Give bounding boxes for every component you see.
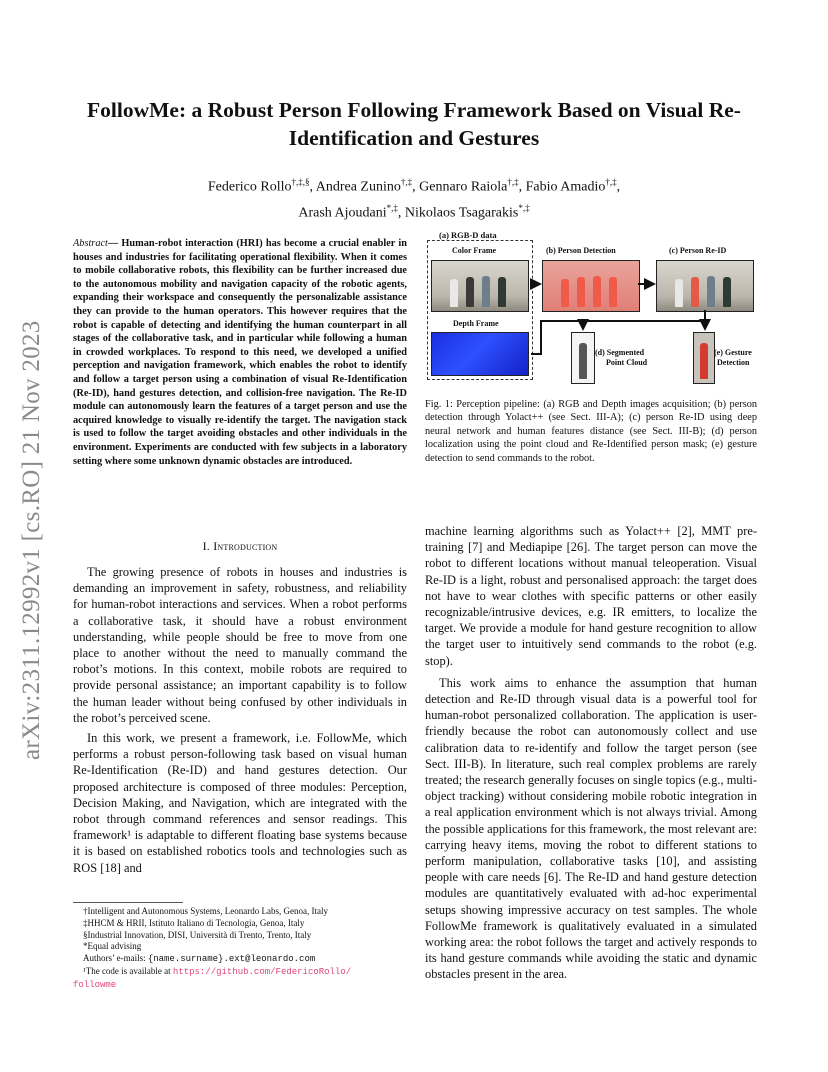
author-line-2: Arash Ajoudani*,‡, Nikolaos Tsagarakis*,‡ <box>298 202 530 221</box>
affiliation-mark: †,‡ <box>400 177 413 187</box>
abstract <box>73 237 407 468</box>
footnote: ‡HHCM & HRII, Istituto Italiano di Tecnologia, Genoa, Italy <box>83 917 305 928</box>
intro-right-column <box>425 523 757 987</box>
affiliation-mark: †,‡ <box>507 177 519 187</box>
paragraph: In this work, we present a framework, i.e. FollowMe, which performs a robust person-following task based on visual human Re-Identification (Re-ID) and hand gestures detection. Our proposed architecture is composed of three modules: Perception, Decision Making, and Navigation, which are integrated with the robot through command references and sensor readings. This framework¹ is adaptable to different floating base systems because it is based on established robotics tools and technologies such as ROS [18] and <box>73 731 407 875</box>
label-segmented: (d) Segmented <box>595 348 645 357</box>
code-link[interactable]: https://github.com/FedericoRollo/ <box>172 966 352 977</box>
author-name: Nikolaos Tsagarakis <box>404 205 519 221</box>
author-name: Andrea Zunino <box>315 179 401 195</box>
footnote: †Intelligent and Autonomous Systems, Leonardo Labs, Genoa, Italy <box>83 906 328 916</box>
label-person-detection: (b) Person Detection <box>546 246 616 255</box>
label-point-cloud: Point Cloud <box>606 358 648 367</box>
label-depth-frame: Depth Frame <box>453 319 499 328</box>
label-gesture: (e) Gesture <box>714 348 752 357</box>
footnote-emails <box>73 953 407 966</box>
code-note-label: ¹The code is available at <box>83 965 173 976</box>
footnote-rule <box>73 902 183 903</box>
section-title: Introduction <box>213 539 278 553</box>
footnote: §Industrial Innovation, DISI, Università di Trento, Trento, Italy <box>83 929 312 940</box>
footnotes <box>73 906 407 992</box>
affiliation-mark: †,‡,§ <box>291 177 310 187</box>
affiliation-mark: *,‡ <box>386 202 398 213</box>
author-line-1: Federico Rollo†,‡,§, Andrea Zunino†,‡, Gennaro Raiola†,‡, Fabio Amadio†,‡, <box>207 177 621 195</box>
author-name: Arash Ajoudani <box>298 205 387 221</box>
emails-label: Authors’ e-mails: <box>83 953 148 964</box>
abstract-text: — Human-robot interaction (HRI) has become a crucial enabler in houses and industries for facilitating operational flexibility. When it comes to mobile collaborative robots, this flexibility can be further increased due to the autonomous mobility and navigation capacity of the robotic agents, expanding their workspace and consequently the personalizable assistance they can provide to the human operators. This however requires that the robot is capable of detecting and identifying the human counterpart in all stages of the collaborative task, and in particular while following a human in crowded workplaces. To respond to this need, we developed a unified perception and navigation framework, which enables the robot to identify and follow a target person using a combination of visual Re-Identification (Re-ID), hand gestures detection, and collision-free navigation. The Re-ID module can autonomously learn the features of a target person and use the acquired knowledge to visually re-identify the target. The navigation stack is used to follow the target avoiding obstacles and other individuals in the environment. Experiments are conducted with few subjects in a laboratory setting where some unknown dynamic obstacles are introduced. <box>73 238 407 467</box>
footnote: *Equal advising <box>83 941 142 952</box>
paragraph: The growing presence of robots in houses and industries is demanding an improvement in safety, robustness, and reliability for human-robot interactions and services. When a robot performs a collaborative task, it should have a robust environment understanding, while people should be free to move from one place to another without the need to manually command the robot’s motions. In this context, mobile robots are required to provide personal assistance; an important capability is to follow the human leader without being confused by other individuals in the robot’s perceived scene. <box>73 565 407 725</box>
paragraph: This work aims to enhance the assumption that human detection and Re-ID through visual data is a powerful tool for human-robot personalized collaboration. The application is user-friendly because the robot can autonomously collect and use calibration data to re-identify and follow the target person (see Sect. III-B). In literature, such real complex problems are rarely treated; the research generally focuses on single topics (e.g., multi-object tracking) without considering mobile robotic integration in a real application environment which is not always trivial. Among the possible applications for this framework, the most relevant are: carrying heavy items, moving the robot to different stations to perform manipulation, collaborative tasks [10], and assisting people with care needs [6]. The Re-ID and hand gesture detection modules are quantitatively evaluated with ad-hoc experimental setups showing impressive accuracy on test samples. The whole FollowMe framework is qualitatively evaluated in a simulated working area: the robot follows the target and actively responds to its hand gesture commands while avoiding the static and dynamic obstacles present in the area. <box>425 675 757 982</box>
section-number: I. <box>202 539 211 553</box>
segmented-pointcloud-image <box>571 332 595 384</box>
gesture-image <box>693 332 715 384</box>
label-color-frame: Color Frame <box>452 246 497 255</box>
abstract-label: Abstract <box>73 238 108 249</box>
figure-perception-pipeline <box>425 226 757 392</box>
author-list <box>60 172 768 223</box>
author-name: Federico Rollo <box>207 179 292 195</box>
code-link-continuation[interactable]: followme <box>73 979 117 990</box>
paper-title: FollowMe: a Robust Person Following Framework Based on Visual Re-Identification and Gestures <box>87 98 741 150</box>
affiliation-mark: *,‡ <box>518 202 530 213</box>
footnote-code <box>73 966 407 992</box>
email-pattern: {name.surname}.ext@leonardo.com <box>147 954 316 965</box>
label-detection: Detection <box>717 358 750 367</box>
label-rgbd: (a) RGB-D data <box>439 230 497 240</box>
arxiv-identifier: arXiv:2311.12992v1 [cs.RO] 21 Nov 2023 <box>18 320 45 760</box>
affiliation-mark: †,‡ <box>605 177 617 187</box>
figure-caption: Fig. 1: Perception pipeline: (a) RGB and Depth images acquisition; (b) person detection through Yolact++ (see Sect. III-A); (c) person Re-ID using deep neural network and human features distance (see Sect. III-B); (d) person localization using the point cloud and Re-Identified person mask; (e) gesture detection to send commands to the robot. <box>425 399 757 464</box>
paragraph: machine learning algorithms such as Yolact++ [2], MMT pre-training [7] and Mediapipe [26]. The target person can move the robot to different locations without manual teleoperation. Visual Re-ID is a light, robust and personalised approach: the target does not have to wear clothes with specific patterns or other easily recognizable/intrusive devices, e.g. IR emitters, to localize the target. We provide a module for hand gesture recognition to allow the target user to intuitively send commands to the robot (e.g. stop). <box>425 524 757 668</box>
intro-left-column <box>73 564 407 880</box>
section-heading <box>73 539 407 554</box>
author-name: Fabio Amadio <box>525 179 606 195</box>
label-person-reid: (c) Person Re-ID <box>669 246 727 255</box>
author-name: Gennaro Raiola <box>419 179 508 195</box>
